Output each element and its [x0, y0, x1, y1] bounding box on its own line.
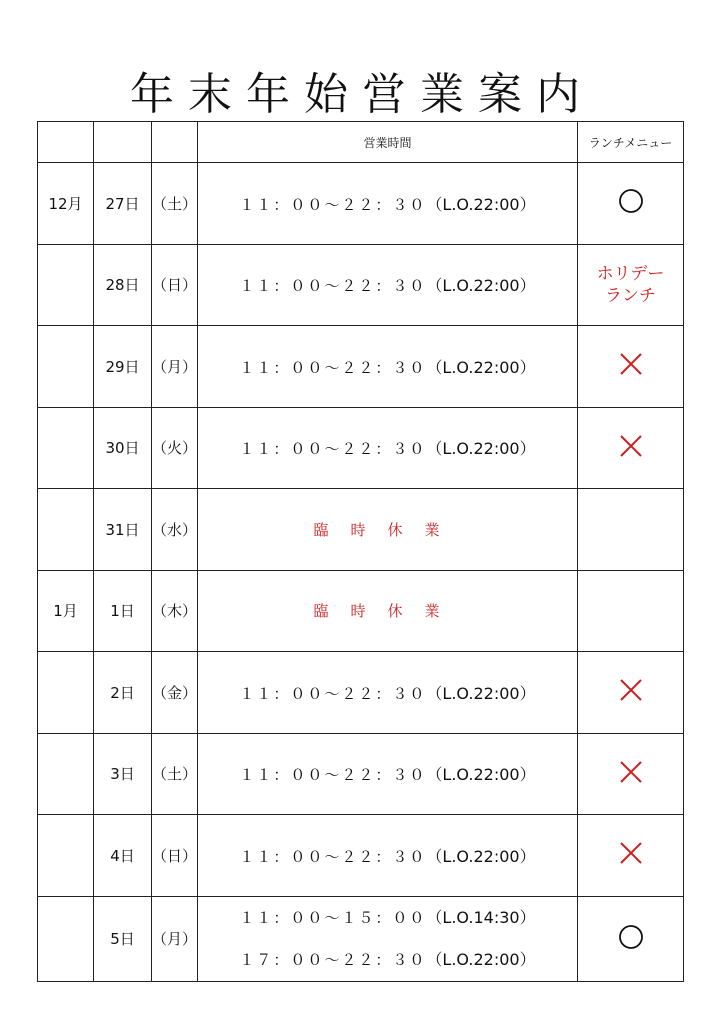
- last-order: （L.O.22:00）: [426, 439, 536, 459]
- header-lunch: ランチメニュー: [578, 122, 684, 163]
- last-order: （L.O.22:00）: [426, 194, 536, 214]
- day-cell: 2日: [94, 652, 152, 734]
- header-weekday: [152, 122, 198, 163]
- weekday-cell: （水）: [152, 489, 198, 571]
- closed-notice: 臨時休業: [198, 489, 578, 571]
- lunch-line-2: ランチ: [605, 285, 656, 306]
- table-row: [38, 570, 684, 652]
- table-row: [38, 489, 684, 571]
- table-row: [38, 733, 684, 815]
- hours-cell: [198, 407, 578, 489]
- lunch-cell: [578, 407, 684, 489]
- lunch-line-1: ホリデー: [596, 263, 665, 284]
- last-order: （L.O.22:00）: [426, 357, 536, 377]
- hours-text: １１：００～２２：３０: [239, 195, 427, 214]
- cross-icon: [619, 434, 643, 462]
- hours-cell: [198, 652, 578, 734]
- hours-cell: [198, 896, 578, 981]
- month-cell: [38, 326, 94, 408]
- table-row: [38, 163, 684, 245]
- last-order: （L.O.22:00）: [426, 276, 536, 296]
- day-cell: 4日: [94, 815, 152, 897]
- last-order: （L.O.22:00）: [426, 846, 536, 866]
- hours-text: １１：００～２２：３０: [239, 358, 427, 377]
- month-cell: 12月: [38, 163, 94, 245]
- day-cell: 31日: [94, 489, 152, 571]
- day-cell: 29日: [94, 326, 152, 408]
- day-cell: 1日: [94, 570, 152, 652]
- weekday-cell: （土）: [152, 163, 198, 245]
- table-row: [38, 407, 684, 489]
- last-order: （L.O.22:00）: [426, 683, 536, 703]
- month-cell: [38, 733, 94, 815]
- header-row: [38, 122, 684, 163]
- header-month: [38, 122, 94, 163]
- table-row: [38, 326, 684, 408]
- month-cell: [38, 489, 94, 571]
- month-cell: [38, 652, 94, 734]
- lunch-cell: [578, 815, 684, 897]
- table-row: [38, 815, 684, 897]
- header-hours: 営業時間: [198, 122, 578, 163]
- month-cell: [38, 815, 94, 897]
- holiday-lunch-label: [578, 263, 683, 307]
- hours-line-2: [198, 939, 577, 981]
- lunch-cell: [578, 326, 684, 408]
- weekday-cell: （土）: [152, 733, 198, 815]
- page-title: 年末年始営業案内: [130, 69, 594, 120]
- closed-notice: 臨時休業: [198, 570, 578, 652]
- lunch-cell: [578, 163, 684, 245]
- cross-icon: [619, 678, 643, 706]
- table-row: [38, 652, 684, 734]
- lunch-cell: [578, 489, 684, 571]
- cross-icon: [619, 352, 643, 380]
- table-row: [38, 244, 684, 326]
- hours-text: １１：００～１５：００: [239, 908, 427, 927]
- day-cell: 28日: [94, 244, 152, 326]
- hours-text: １１：００～２２：３０: [239, 766, 427, 785]
- lunch-cell: [578, 733, 684, 815]
- schedule-table: [37, 121, 684, 982]
- month-cell: [38, 896, 94, 981]
- cross-icon: [619, 760, 643, 788]
- header-day: [94, 122, 152, 163]
- weekday-cell: （月）: [152, 896, 198, 981]
- month-cell: [38, 244, 94, 326]
- weekday-cell: （日）: [152, 244, 198, 326]
- last-order: （L.O.22:00）: [426, 765, 536, 785]
- weekday-cell: （月）: [152, 326, 198, 408]
- weekday-cell: （金）: [152, 652, 198, 734]
- day-cell: 3日: [94, 733, 152, 815]
- table-row: [38, 896, 684, 981]
- circle-icon: [618, 924, 644, 954]
- weekday-cell: （木）: [152, 570, 198, 652]
- day-cell: 27日: [94, 163, 152, 245]
- hours-text: １１：００～２２：３０: [239, 440, 427, 459]
- day-cell: 30日: [94, 407, 152, 489]
- lunch-cell: [578, 570, 684, 652]
- month-cell: 1月: [38, 570, 94, 652]
- hours-cell: [198, 163, 578, 245]
- hours-text: １１：００～２２：３０: [239, 847, 427, 866]
- month-cell: [38, 407, 94, 489]
- lunch-cell: [578, 896, 684, 981]
- hours-text: １１：００～２２：３０: [239, 684, 427, 703]
- hours-cell: [198, 733, 578, 815]
- weekday-cell: （火）: [152, 407, 198, 489]
- lunch-cell: [578, 244, 684, 326]
- day-cell: 5日: [94, 896, 152, 981]
- hours-cell: [198, 815, 578, 897]
- last-order: （L.O.14:30）: [426, 907, 536, 927]
- hours-text: １７：００～２２：３０: [239, 950, 427, 969]
- last-order: （L.O.22:00）: [426, 949, 536, 969]
- hours-line-1: [198, 897, 577, 939]
- hours-text: １１：００～２２：３０: [239, 277, 427, 296]
- circle-icon: [618, 188, 644, 218]
- cross-icon: [619, 841, 643, 869]
- lunch-cell: [578, 652, 684, 734]
- hours-cell: [198, 326, 578, 408]
- hours-cell: [198, 244, 578, 326]
- weekday-cell: （日）: [152, 815, 198, 897]
